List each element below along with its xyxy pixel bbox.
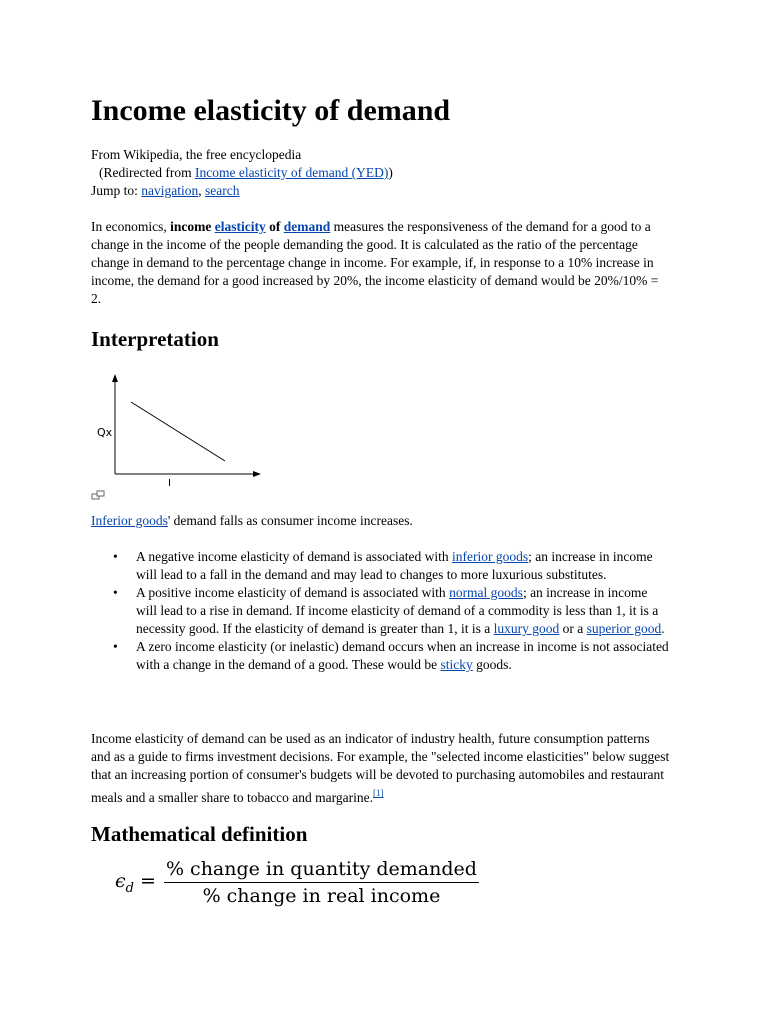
interpretation-list [91, 548, 671, 674]
epsilon-subscript: d [125, 880, 134, 896]
inferior-goods-figure[interactable] [91, 362, 271, 507]
section-heading-mathematical-definition: Mathematical definition [91, 822, 308, 846]
bullet-text: goods. [472, 657, 512, 672]
redirect-link[interactable]: Income elasticity of demand (YED) [194, 165, 389, 180]
bullet-text: A zero income elasticity (or inelastic) demand occurs when an increase in income is not associated with a change in the demand of a good. These would be [136, 639, 669, 672]
formula-fraction [164, 858, 479, 907]
x-axis-label: I [168, 478, 171, 489]
elasticity-link[interactable]: elasticity [214, 219, 266, 234]
list-item [91, 548, 671, 584]
jump-to [91, 182, 240, 200]
inferior-goods-link[interactable]: inferior goods [452, 549, 529, 564]
jump-separator: , [198, 183, 206, 198]
jump-navigation-link[interactable]: navigation [141, 183, 199, 198]
formula-lhs [115, 870, 156, 896]
list-item [91, 638, 671, 674]
intro-income: income [170, 219, 212, 234]
formula-denominator: % change in real income [202, 885, 441, 907]
jump-prefix: Jump to: [91, 183, 142, 198]
bullet-text: ; an increase in income will lead to a fall in the demand and may lead to changes to more luxurious substitutes. [136, 549, 653, 582]
formula-numerator: % change in quantity demanded [164, 858, 479, 883]
bullet-text: A positive income elasticity of demand is associated with [136, 585, 450, 600]
sticky-link[interactable]: sticky [440, 657, 473, 672]
jump-search-link[interactable]: search [205, 183, 240, 198]
intro-paragraph [91, 218, 671, 308]
demand-curve [131, 402, 225, 461]
y-axis-label: Qx [97, 426, 113, 439]
usage-paragraph [91, 730, 671, 807]
luxury-good-link[interactable]: luxury good [493, 621, 560, 636]
y-axis-arrow [112, 374, 118, 382]
bullet-text: ; an increase in income will lead to a rise in demand. If income elasticity of demand of a commodity is less than 1, it is a necessity good. If the elasticity of demand is greater than 1, it is a [136, 585, 659, 636]
usage-text: Income elasticity of demand can be used as an indicator of industry health, future consumption patterns and as a guide to firms investment decisions. For example, the "selected income elasticities" below suggest that an increasing portion of consumer's budgets will be devoted to purchasing automobiles and restaurant meals and a smaller share to tobacco and margarine. [91, 731, 670, 805]
redirect-note [99, 164, 393, 182]
superior-good-link[interactable]: superior good [586, 621, 662, 636]
inferior-goods-caption-link[interactable]: Inferior goods [91, 513, 168, 528]
equals-sign: = [133, 869, 156, 892]
intro-start: In economics, [91, 219, 171, 234]
demand-income-chart [91, 362, 271, 502]
bullet-text: . [661, 621, 665, 636]
demand-link[interactable]: demand [283, 219, 331, 234]
redirect-suffix: ) [388, 165, 393, 180]
list-item [91, 584, 671, 638]
elasticity-formula [115, 858, 479, 907]
magnify-icon[interactable] [92, 491, 104, 499]
intro-of: of [269, 219, 281, 234]
epsilon-symbol: ϵ [115, 869, 126, 892]
page-title: Income elasticity of demand [91, 94, 451, 127]
intro-rest: measures the responsiveness of the demand for a good to a change in the income of the people demanding the good. It is calculated as the ratio of the percentage change in demand to the percentage change in income. For example, if, in response to a 10% increase in income, the demand for a good increased by 20%, the income elasticity of demand would be 20%/10% = 2. [91, 219, 659, 306]
bullet-text: or a [559, 621, 587, 636]
reference-link[interactable]: [1] [373, 788, 384, 798]
caption-text: ' demand falls as consumer income increases. [167, 513, 413, 528]
site-subtitle: From Wikipedia, the free encyclopedia [91, 147, 302, 162]
figure-caption [91, 512, 413, 530]
x-axis-arrow [253, 471, 261, 477]
redirect-prefix: (Redirected from [99, 165, 195, 180]
normal-goods-link[interactable]: normal goods [449, 585, 523, 600]
bullet-text: A negative income elasticity of demand is associated with [136, 549, 453, 564]
section-heading-interpretation: Interpretation [91, 327, 219, 351]
